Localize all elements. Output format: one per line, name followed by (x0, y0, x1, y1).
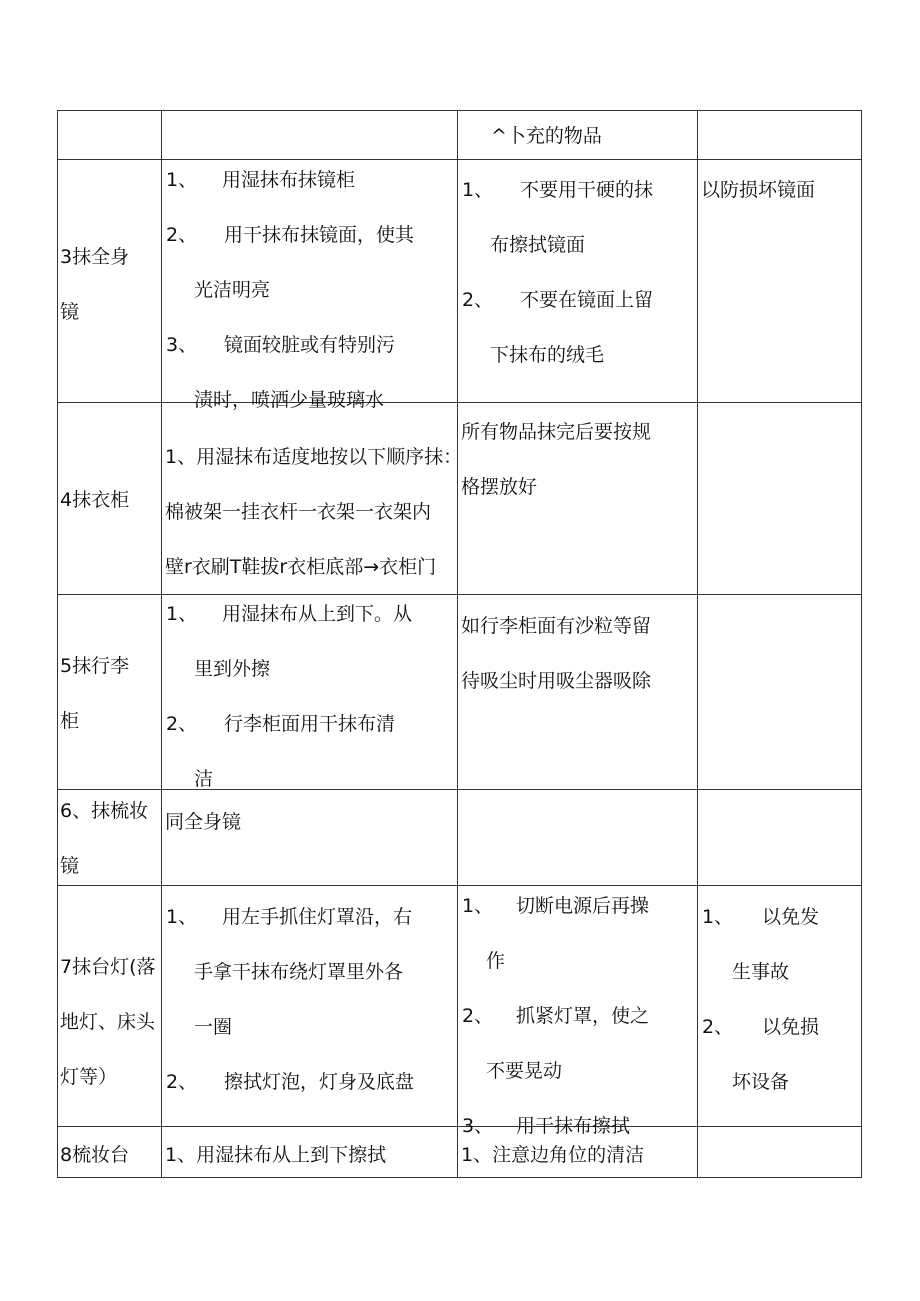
step-text: 光洁明亮 (194, 279, 271, 301)
step-text: 渍时，喷洒少量玻璃水 (194, 389, 385, 411)
note-text: 布擦拭镜面 (490, 234, 586, 256)
row-3-steps-cell (162, 153, 457, 411)
step-number: 2、 (166, 713, 198, 735)
step-text: 里到外擦 (194, 658, 271, 680)
row-5-item-line: 5抹行李 (60, 655, 130, 677)
row-7-item-line: 地灯、床头 (60, 1011, 156, 1033)
note-text: 不要晃动 (486, 1060, 563, 1082)
note-text: 1、注意边角位的清洁 (461, 1144, 645, 1166)
note-number: 3、 (462, 1115, 494, 1137)
note-text: 下抹布的绒毛 (490, 344, 605, 366)
row-4-item-cell (57, 473, 161, 533)
row-8-notes-cell (458, 1128, 697, 1177)
header-cell-notes (457, 110, 697, 159)
row-3-item-line: 镜 (60, 301, 80, 323)
note-text: 不要用干硬的抹 (520, 179, 654, 201)
note-text: 格摆放好 (461, 476, 538, 498)
reason-text: 以免损 (762, 1016, 820, 1038)
table-border-right (861, 110, 862, 1178)
note-number: 2、 (462, 1005, 494, 1027)
row-3-item-cell (57, 230, 161, 400)
step-number: 1、 (166, 906, 198, 928)
row-8-item-line: 8梳妆台 (60, 1144, 130, 1166)
row-3-notes-cell (458, 163, 697, 401)
step-text: 1、用湿抹布从上到下擦拭 (165, 1144, 387, 1166)
step-text: 同全身镜 (165, 811, 242, 833)
note-text: 不要在镜面上留 (520, 289, 654, 311)
row-6-item-line: 6、抹梳妆 (60, 800, 149, 822)
reason-text: 以免发 (762, 906, 820, 928)
row-7-steps-cell (162, 890, 457, 1125)
step-number: 1、 (166, 603, 198, 625)
step-number: 3、 (166, 334, 198, 356)
row-4-notes-cell (458, 405, 697, 525)
step-text: 用干抹布抹镜面，使其 (224, 224, 415, 246)
step-number: 1、 (166, 169, 198, 191)
reason-number: 2、 (702, 1016, 734, 1038)
note-number: 1、 (462, 179, 494, 201)
row-7-reason-cell (698, 890, 861, 1125)
row-5-steps-cell (162, 587, 457, 788)
row-6-steps-cell (162, 795, 457, 855)
row-8-item-cell (57, 1128, 161, 1177)
step-number: 2、 (166, 224, 198, 246)
step-text: 镜面较脏或有特别污 (224, 334, 396, 356)
note-number: 2、 (462, 289, 494, 311)
row-5-item-line: 柜 (60, 710, 80, 732)
row-3-reason-cell (698, 163, 861, 223)
note-text: 抓紧灯罩，使之 (516, 1005, 650, 1027)
note-text: 待吸尘时用吸尘器吸除 (461, 670, 652, 692)
step-number: 2、 (166, 1071, 198, 1093)
note-text: 所有物品抹完后要按规 (461, 421, 652, 443)
step-text: 1、用湿抹布适度地按以下顺序抹： (165, 446, 463, 468)
reason-text: 生事故 (732, 961, 790, 983)
header-notes-text: ^卜充的物品 (491, 125, 602, 147)
note-text: 切断电源后再操 (516, 895, 650, 917)
step-text: 用左手抓住灯罩沿，右 (222, 906, 413, 928)
cleaning-procedure-table (57, 110, 862, 1178)
note-number: 1、 (462, 895, 494, 917)
row-4-item-line: 4抹衣柜 (60, 489, 130, 511)
row-7-item-line: 7抹台灯(落 (60, 956, 156, 978)
step-text: 棉被架一挂衣杆一衣架一衣架内 (165, 501, 432, 523)
row-7-item-cell (57, 940, 161, 1110)
note-text: 如行李柜面有沙粒等留 (461, 615, 652, 637)
row-6-item-cell (57, 784, 161, 894)
reason-text: 以防损坏镜面 (701, 179, 816, 201)
row-5-item-cell (57, 639, 161, 759)
step-text: 一圈 (194, 1016, 233, 1038)
row-6-item-line: 镜 (60, 855, 80, 877)
row-7-notes-cell (458, 879, 697, 1137)
step-text: 行李柜面用干抹布清 (224, 713, 396, 735)
reason-text: 坏设备 (732, 1071, 790, 1093)
row-4-steps-cell (162, 430, 463, 593)
row-8-steps-cell (162, 1128, 457, 1177)
row-5-notes-cell (458, 599, 697, 719)
reason-number: 1、 (702, 906, 734, 928)
row-3-item-line: 3抹全身 (60, 246, 130, 268)
row-7-item-line: 灯等） (60, 1066, 118, 1088)
step-text: 用湿抹布抹镜柜 (222, 169, 356, 191)
step-text: 洁 (194, 768, 214, 790)
step-text: 壁r衣刷T鞋拔r衣柜底部→衣柜门 (165, 556, 437, 578)
step-text: 手拿干抹布绕灯罩里外各 (194, 961, 404, 983)
note-text: 用干抹布擦拭 (516, 1115, 631, 1137)
note-text: 作 (486, 950, 506, 972)
step-text: 用湿抹布从上到下。从 (222, 603, 413, 625)
step-text: 擦拭灯泡，灯身及底盘 (224, 1071, 415, 1093)
